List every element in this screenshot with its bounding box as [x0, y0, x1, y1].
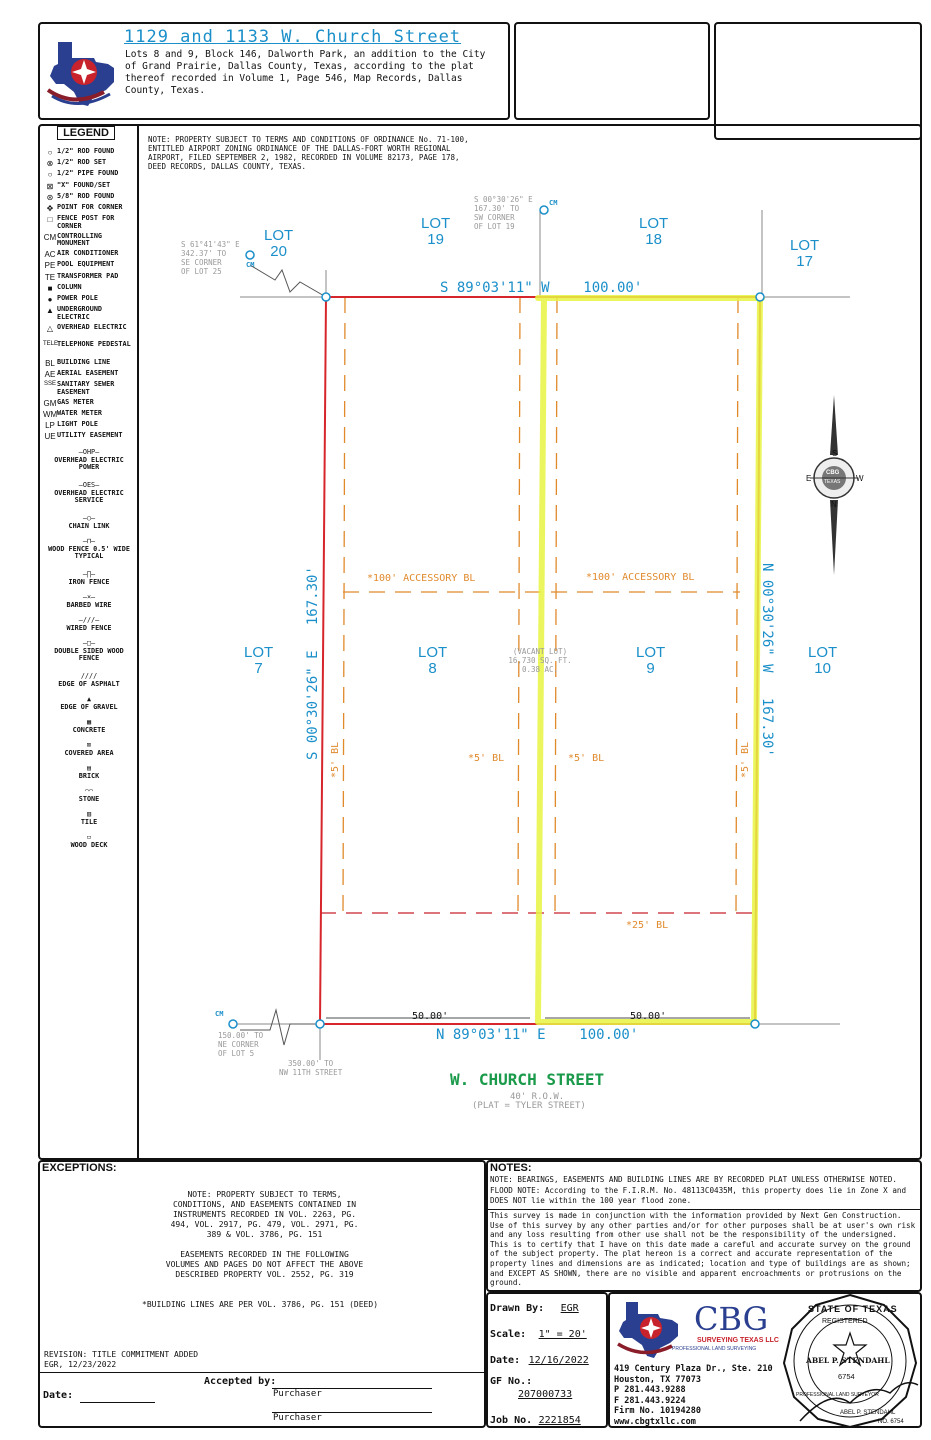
legend-line-item — [43, 640, 135, 663]
seal-top: STATE OF TEXAS — [808, 1304, 898, 1314]
ref-sw: 150.00' TO NE CORNER OF LOT 5 — [218, 1031, 264, 1058]
legend-line-item — [43, 482, 135, 505]
cm-monument-sw — [229, 1020, 237, 1028]
legend-item — [43, 284, 135, 293]
legend-line-label: DOUBLE SIDED WOOD FENCE — [54, 646, 124, 663]
legend-line-label: WOOD FENCE 0.5' WIDE TYPICAL — [48, 544, 130, 561]
legend-line-item — [43, 788, 135, 803]
legend-line-symbol-icon: ▤ — [86, 764, 92, 773]
legend-label: TRANSFORMER PAD — [57, 271, 119, 280]
legend-line-symbol-icon: —×— — [82, 593, 96, 602]
lot-18-label: LOT 18 — [639, 215, 669, 248]
legend-line-symbol-icon: —⊓— — [82, 537, 96, 546]
legend-symbol-icon: □ — [47, 215, 53, 225]
legend-line-item — [43, 594, 135, 609]
date-value: 12/16/2022 — [528, 1355, 589, 1366]
corner-monument-ne — [756, 293, 764, 301]
notes-text-2: FLOOD NOTE: According to the F.I.R.M. No. 48113C0435M, this property does lie in Zone X and DOES NOT lie within the 100 year flood zone. — [490, 1186, 907, 1205]
bearing-north: S 89°03'11" W 100.00' — [440, 280, 643, 296]
cm-label-north: CM — [549, 199, 558, 207]
legend-item — [43, 148, 135, 157]
legend-symbol-icon: PE — [44, 261, 56, 271]
exceptions-note-1: NOTE: PROPERTY SUBJECT TO TERMS, CONDITIONS, AND EASEMENTS CONTAINED IN INSTRUMENTS RECORDED IN VOL. 2263, PG. 494, VOL. 2917, PG. 479, VOL. 2971, PG. 389 & VOL. 3786, PG. 151 — [170, 1190, 359, 1239]
legend-item — [43, 359, 135, 368]
texas-logo-icon — [44, 38, 120, 110]
bl-5-mid-right: *5' BL — [568, 753, 605, 764]
legend-line-item — [43, 696, 135, 711]
corner-monument-se — [751, 1020, 759, 1028]
legend-symbol-icon: ⊗ — [46, 159, 54, 169]
bl-line-left-outer — [343, 297, 345, 912]
legend-line-label: CHAIN LINK — [68, 521, 110, 530]
legend-label: AERIAL EASEMENT — [57, 368, 119, 377]
legend-line-item — [43, 538, 135, 561]
lot-10-label: LOT 10 — [808, 644, 838, 677]
legend-symbol-icon: WM — [43, 409, 58, 419]
signature-name: ABEL P. STENDAHL — [840, 1410, 896, 1416]
street-name: W. CHURCH STREET — [450, 1070, 605, 1089]
cm-label-sw: CM — [215, 1010, 224, 1018]
dim-50-left: 50.00' — [412, 1011, 449, 1022]
legend-item — [43, 399, 135, 408]
legend-line-item — [43, 742, 135, 757]
legend-item — [43, 182, 135, 191]
legend-line-label: BRICK — [78, 771, 100, 780]
legend-symbol-icon: ✥ — [46, 204, 54, 213]
seal-bottom: PROFESSIONAL LAND SURVEYOR — [796, 1392, 879, 1398]
legend-line-symbol-icon: ◠◠ — [84, 787, 94, 796]
legend-symbol-icon: TE — [44, 272, 56, 282]
legend-symbol-icon: BL — [45, 358, 55, 368]
legend-line-label: EDGE OF GRAVEL — [60, 702, 118, 711]
corner-monument-sw — [316, 1020, 324, 1028]
legend-item — [43, 324, 135, 333]
legend-symbol-icon: LP — [45, 421, 55, 430]
compass-w: W — [856, 474, 864, 483]
street-plat: (PLAT = TYLER STREET) — [472, 1101, 586, 1111]
bl-line-left-lot8 — [518, 297, 520, 912]
legend-line-label: OVERHEAD ELECTRIC POWER — [54, 455, 124, 472]
legend-item — [43, 295, 135, 304]
legend-symbol-icon: TELE — [43, 341, 59, 348]
corner-monument-nw — [322, 293, 330, 301]
legend-label: TELEPHONE PEDESTAL — [57, 340, 131, 349]
compass-n: N — [831, 500, 837, 509]
legend-line-symbol-icon: —OES— — [78, 481, 100, 490]
lot-17-label: LOT 17 — [790, 237, 820, 270]
lot-8-label: LOT 8 — [418, 644, 448, 677]
legend-line-label: BARBED WIRE — [66, 600, 112, 609]
legend-symbol-icon: SSE — [43, 381, 56, 388]
bearing-south: N 89°03'11" E 100.00' — [436, 1027, 639, 1043]
legend-line-symbol-icon: —///— — [78, 616, 100, 625]
legend-symbol-icon: ● — [47, 295, 53, 304]
notes-text-1: NOTE: BEARINGS, EASEMENTS AND BUILDING LINES ARE BY RECORDED PLAT UNLESS OTHERWISE NOTED. — [490, 1175, 897, 1184]
legend-line-symbol-icon: —□— — [82, 639, 96, 648]
legend-label: POWER POLE — [57, 294, 98, 302]
legend-label: POINT FOR CORNER — [57, 203, 123, 211]
lot-9-label: LOT 9 — [636, 644, 666, 677]
legend-line-symbol-icon: ⊠ — [86, 741, 92, 750]
purchaser-label-1: Purchaser — [273, 1389, 322, 1399]
ref-n: S 00°30'26" E 167.30' TO SW CORNER OF LOT 19 — [474, 195, 533, 231]
legend-label: UNDERGROUND ELECTRIC — [57, 305, 103, 321]
accessory-bl-lot8: *100' ACCESSORY BL — [367, 573, 476, 584]
legend-item — [43, 204, 135, 213]
legend-item — [43, 233, 135, 248]
legend-line-item — [43, 515, 135, 530]
legend-label: 1/2" ROD FOUND — [57, 147, 115, 155]
legend-item — [43, 370, 135, 379]
legend-line-symbol-icon: —OHP— — [78, 448, 100, 457]
legend-label: SANITARY SEWER EASEMENT — [57, 380, 115, 396]
compass-s: S — [832, 449, 838, 458]
legend-line-label: EDGE OF ASPHALT — [58, 679, 120, 688]
exceptions-divider — [38, 1372, 486, 1373]
notes-heading: NOTES: — [490, 1162, 532, 1174]
legend-line-item — [43, 617, 135, 632]
legend-line-label: STONE — [78, 794, 100, 803]
legend-label: AIR CONDITIONER — [57, 249, 119, 258]
legend-line-item — [43, 765, 135, 780]
legend-symbol-icon: AC — [44, 250, 56, 260]
compass-e: E — [806, 474, 812, 483]
legend-item — [43, 250, 135, 259]
legend-item — [43, 159, 135, 168]
seal-name: ABEL P. STENDAHL — [806, 1356, 890, 1365]
bl-5-west: *5' BL — [330, 741, 341, 778]
legend-line-item — [43, 719, 135, 734]
legend-line-label: CONCRETE — [72, 725, 106, 734]
street-row: 40' R.O.W. — [510, 1092, 565, 1102]
legend-item — [43, 432, 135, 441]
legend-line-symbol-icon: ▭ — [86, 833, 92, 842]
legend-item — [43, 381, 135, 396]
legend-label: "X" FOUND/SET — [57, 180, 111, 189]
bearing-west: S 00°30'26" E 167.30' — [305, 566, 321, 760]
legend-line-label: COVERED AREA — [64, 748, 114, 757]
legend-item — [43, 193, 135, 202]
lot-20-label: LOT 20 — [264, 227, 294, 260]
drawn-by-value: EGR — [560, 1303, 579, 1314]
legend-symbol-icon: ■ — [47, 283, 53, 293]
north-arrow-icon — [810, 395, 858, 575]
lot-19-label: LOT 19 — [421, 215, 451, 248]
legend-line-symbol-icon: ▲ — [86, 695, 92, 704]
legend-label: UTILITY EASEMENT — [57, 431, 123, 440]
company-tagline: SURVEYING TEXAS LLC — [697, 1337, 779, 1344]
exceptions-note-2: EASEMENTS RECORDED IN THE FOLLOWING VOLUMES AND PAGES DO NOT AFFECT THE ABOVE DESCRIBED PROPERTY VOL. 2552, PG. 319 — [165, 1250, 364, 1279]
legend-line-item — [43, 449, 135, 472]
scale-value: 1" = 20' — [538, 1329, 587, 1340]
legend-symbol-icon: CM — [43, 232, 57, 242]
legend-label: 1/2" PIPE FOUND — [57, 169, 119, 178]
legend-item — [43, 421, 135, 430]
bl-line-right-outer — [736, 297, 738, 912]
legend-line-symbol-icon: —○— — [82, 514, 96, 523]
gf-value: 207000733 — [518, 1389, 573, 1400]
cm-monument-north — [540, 206, 548, 214]
legend-label: WATER METER — [57, 408, 103, 417]
legend-line-item — [43, 571, 135, 586]
exceptions-note-3: *BUILDING LINES ARE PER VOL. 3786, PG. 151 (DEED) — [142, 1300, 379, 1309]
legend-item — [43, 215, 135, 230]
legend-symbol-icon: UE — [44, 432, 56, 442]
date-line[interactable] — [80, 1402, 155, 1403]
legend-symbol-icon: ⊛ — [46, 192, 54, 202]
bl-5-east: *5' BL — [740, 741, 751, 778]
map-note: NOTE: PROPERTY SUBJECT TO TERMS AND CONDITIONS OF ORDINANCE No. 71-100, ENTITLED AIRPORT ZONING ORDINANCE OF THE DALLAS-FORT WORTH REGIONAL AIRPORT, FILED SEPTEMBER 2, 1982, RECORDED IN VOLUME 82173, PAGE 178, DEED RECORDS, DALLAS COUNTY, TEXAS. — [148, 135, 469, 171]
revision-text: REVISION: TITLE COMMITMENT ADDED — [44, 1350, 199, 1359]
legend-symbol-icon: △ — [46, 323, 54, 333]
legal-description: Lots 8 and 9, Block 146, Dalworth Park, an addition to the City of Grand Prairie, Dallas County, Texas, according to the plat thereof recorded in Volume 1, Page 546, Map Records, Dallas County, Texas. — [125, 49, 486, 96]
gf-label: GF No.: — [490, 1376, 533, 1387]
legend-line-label: TILE — [80, 817, 98, 826]
legend-line-item — [43, 834, 135, 849]
job-value: 2221854 — [538, 1415, 581, 1426]
dim-50-right: 50.00' — [630, 1011, 667, 1022]
ref-street: 350.00' TO NW 11TH STREET — [279, 1059, 343, 1077]
legend-item — [43, 170, 135, 179]
lot-7-label: LOT 7 — [244, 644, 274, 677]
purchaser-label-2: Purchaser — [273, 1413, 322, 1423]
legend-line-label: OVERHEAD ELECTRIC SERVICE — [54, 488, 124, 505]
legend-divider — [137, 124, 139, 1160]
date-label: Date: — [43, 1390, 74, 1401]
legend-label: COLUMN — [57, 282, 82, 291]
accessory-bl-lot9: *100' ACCESSORY BL — [586, 572, 695, 583]
accepted-by-label: Accepted by: — [204, 1376, 277, 1387]
legend-item — [43, 306, 135, 321]
cm-label-nw: CM — [246, 261, 255, 269]
company-name: CBG — [694, 1300, 769, 1338]
legend-item — [43, 341, 135, 349]
legend-symbol-icon: ⊠ — [46, 181, 54, 191]
seal-number: 6754 — [838, 1372, 855, 1381]
legend-label: 1/2" ROD SET — [57, 158, 107, 167]
notes-text-3: This survey is made in conjunction with the information provided by Next Gen Construction. Use of this survey by any other parties and/or for other purposes shall be at user's own risk and any loss resulting from other use shall not be the responsibility of the undersigned. This is to certify that I have on this date made a careful and accurate survey on the ground of the subject property. The plat hereon is a correct and accurate representation of the property lines and dimensions are as indicated; location and type of buildings are as shown; and EXCEPT AS SHOWN, there are no visible and apparent encroachments or protrusions on the ground. — [490, 1211, 916, 1288]
legend-label: 5/8" ROD FOUND — [57, 191, 115, 200]
bl-line-right-lot9 — [555, 297, 557, 912]
legend-line-symbol-icon: ▥ — [86, 810, 92, 819]
page-title: 1129 and 1133 W. Church Street — [124, 27, 462, 47]
date-row: Date: 12/16/2022 — [490, 1355, 589, 1366]
bl-25-label: *25' BL — [626, 920, 669, 931]
company-address: 419 Century Plaza Dr., Ste. 210 Houston, TX 77073 P 281.443.9288 F 281.443.9224 Firm No. 10194280 www.cbgtxllc.com — [614, 1364, 773, 1427]
legend-symbol-icon: ▲ — [46, 306, 54, 316]
ref-nw: S 61°41'43" E 342.37' TO SE CORNER OF LOT 25 — [181, 240, 240, 276]
legend-line-item — [43, 673, 135, 688]
legend-line-label: WIRED FENCE — [66, 623, 112, 632]
legend-item — [43, 410, 135, 419]
legend-label: FENCE POST FOR CORNER — [57, 214, 115, 230]
legend-label: LIGHT POLE — [57, 420, 98, 428]
header-box-2 — [514, 22, 710, 120]
cm-monument-nw — [246, 251, 254, 259]
legend-label: GAS METER — [57, 397, 94, 406]
legend-line-item — [43, 811, 135, 826]
legend-symbol-icon: ○ — [47, 170, 53, 180]
seal-reg: REGISTERED — [822, 1318, 868, 1325]
legend-line-label: WOOD DECK — [70, 840, 108, 849]
legend-title: LEGEND — [57, 126, 115, 140]
break-line-north — [250, 265, 326, 297]
bl-5-mid-left: *5' BL — [468, 753, 505, 764]
company-sub: PROFESSIONAL LAND SURVEYING — [672, 1346, 757, 1352]
legend-line-symbol-icon: //// — [80, 672, 98, 681]
signature-number: NO. 6754 — [878, 1419, 904, 1425]
legend-label: POOL EQUIPMENT — [57, 260, 115, 269]
legend-label: BUILDING LINE — [57, 357, 111, 366]
notes-divider — [486, 1209, 922, 1210]
legend-line-label: IRON FENCE — [68, 577, 110, 586]
bearing-east: N 00°30'26" W 167.30' — [759, 563, 775, 757]
drawn-by-row: Drawn By: EGR — [490, 1303, 579, 1314]
legend-label: OVERHEAD ELECTRIC — [57, 322, 127, 331]
legend-symbol-icon: GM — [43, 398, 57, 408]
header-box-3 — [714, 22, 922, 140]
compass-sub: TEXAS — [824, 479, 841, 485]
vacant-lot-label: (VACANT LOT) 16,730 SQ. FT. 0.38 AC. — [508, 647, 572, 674]
legend-line-symbol-icon: —∏— — [82, 570, 96, 579]
job-row: Job No. 2221854 — [490, 1415, 581, 1426]
legend-line-symbol-icon: ▦ — [86, 718, 92, 727]
exceptions-heading: EXCEPTIONS: — [42, 1162, 117, 1174]
legend-symbol-icon: AE — [44, 369, 56, 379]
legend-item — [43, 273, 135, 282]
revision-by: EGR, 12/23/2022 — [44, 1360, 117, 1369]
compass-brand: CBG — [826, 470, 840, 476]
scale-row: Scale: 1" = 20' — [490, 1329, 587, 1340]
legend-symbol-icon: ○ — [47, 148, 53, 157]
legend-item — [43, 261, 135, 270]
legend-label: CONTROLLING MONUMENT — [57, 231, 103, 248]
